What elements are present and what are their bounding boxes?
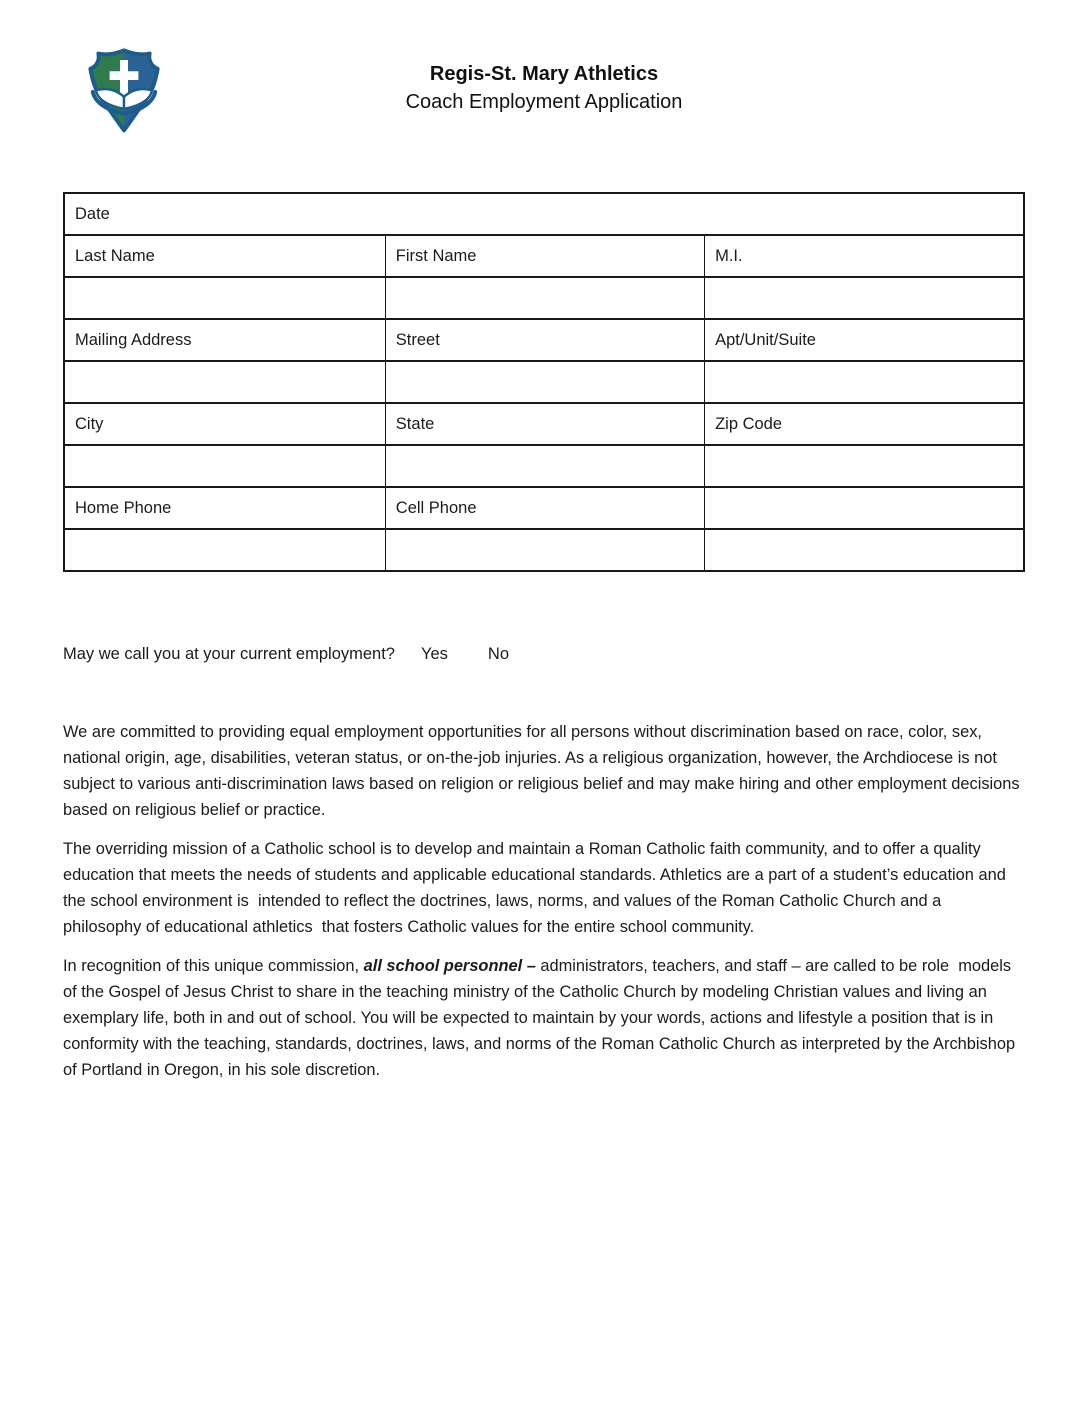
zip-code-input-cell[interactable] [705,445,1024,487]
cell-phone-label-cell: Cell Phone [385,487,704,529]
apt-unit-suite-input-cell[interactable] [705,361,1024,403]
state-input-cell[interactable] [385,445,704,487]
last-name-input-cell[interactable] [64,277,385,319]
phone-spare-input-cell[interactable] [705,529,1024,571]
city-label-cell: City [64,403,385,445]
yes-option[interactable]: Yes [420,645,448,663]
no-option[interactable]: No [487,645,509,663]
state-label-cell: State [385,403,704,445]
name-input-row [64,277,1024,319]
city-input-row [64,445,1024,487]
commission-paragraph-end: administrators, teachers, and staff – are called to be role models of the Gospel of Jesus Christ to share in the teaching ministry of the Catholic Church by modeling Christian values and living an exemplary life, both in and out of school. You will be expected to maintain by your words, actions and lifestyle a position that is in conformity with the teaching, standards, doctrines, laws, and norms of the Roman Catholic Church as interpreted by the Archbishop of Portland in Oregon, in his sole discretion. [63,957,1020,1079]
phone-input-row [64,529,1024,571]
commission-paragraph [63,953,1022,1083]
last-name-label-cell: Last Name [64,235,385,277]
home-phone-input-cell[interactable] [64,529,385,571]
date-label-row [64,193,1024,235]
cell-phone-input-cell[interactable] [385,529,704,571]
first-name-input-cell[interactable] [385,277,704,319]
all-school-personnel-emphasis: all school personnel – [363,957,541,975]
address-input-row [64,361,1024,403]
applicant-info-table [63,192,1025,572]
mailing-address-label-cell: Mailing Address [64,319,385,361]
street-label-cell: Street [385,319,704,361]
name-label-row [64,235,1024,277]
equal-opportunity-paragraph: We are committed to providing equal employment opportunities for all persons without discrimination based on race, color, sex, national origin, age, disabilities, veteran status, or on-the-job injuries. As a religious organization, however, the Archdiocese is not subject to various anti-discrimination laws based on religion or religious belief and may make hiring and other employment decisions based on religious belief or practice. [63,723,1025,819]
apt-unit-suite-label-cell: Apt/Unit/Suite [705,319,1024,361]
phone-spare-label-cell [705,487,1024,529]
city-input-cell[interactable] [64,445,385,487]
middle-initial-input-cell[interactable] [705,277,1024,319]
zip-code-label-cell: Zip Code [705,403,1024,445]
mission-paragraph: The overriding mission of a Catholic school is to develop and maintain a Roman Catholic faith community, and to offer a quality education that meets the needs of students and applicable educational standards. Athletics are a part of a student’s education and the school environment is intended to reflect the doctrines, laws, norms, and values of the Roman Catholic Church and a philosophy of educational athletics that fosters Catholic values for the entire school community. [63,840,1011,936]
policy-text-block [63,719,1025,1096]
header-titles [0,60,1088,116]
city-label-row [64,403,1024,445]
middle-initial-label-cell: M.I. [705,235,1024,277]
date-label-cell: Date [64,193,1024,235]
form-subtitle: Coach Employment Application [405,91,683,113]
mailing-address-input-cell[interactable] [64,361,385,403]
question-text: May we call you at your current employment? [63,645,395,663]
home-phone-label-cell: Home Phone [64,487,385,529]
address-label-row [64,319,1024,361]
street-input-cell[interactable] [385,361,704,403]
first-name-label-cell: First Name [385,235,704,277]
commission-paragraph-start: In recognition of this unique commission, [63,957,364,975]
form-title: Regis-St. Mary Athletics [429,63,659,85]
call-current-employment-question [63,645,509,664]
phone-label-row [64,487,1024,529]
